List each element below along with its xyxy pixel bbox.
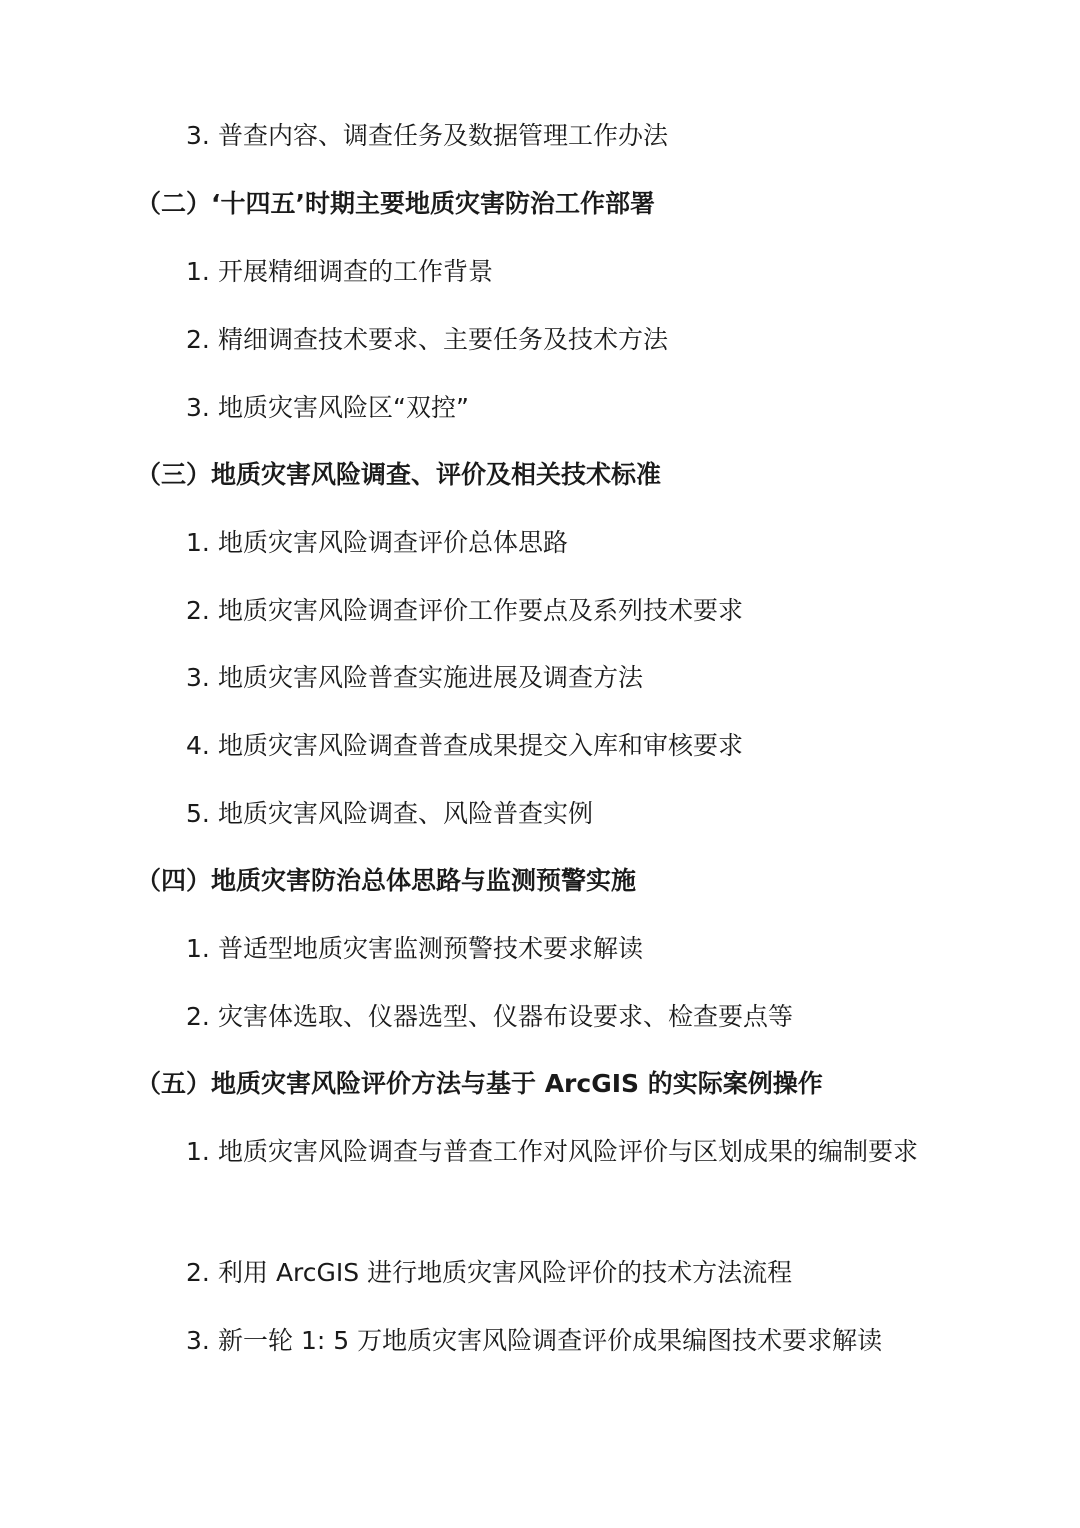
item-number: 1. [186,528,210,557]
item-text: 地质灾害风险调查、风险普查实例 [218,799,594,828]
item-number: 3. [186,121,210,150]
list-item [186,1256,792,1290]
list-item [186,391,469,425]
item-number: 3. [186,663,210,692]
item-number: 2. [186,1002,210,1031]
item-number: 2. [186,596,210,625]
item-text: 利用 ArcGIS 进行地质灾害风险评价的技术方法流程 [218,1258,793,1287]
item-number: 2. [186,325,210,354]
item-text: 地质灾害风险调查评价工作要点及系列技术要求 [218,596,744,625]
list-item [186,1324,882,1358]
item-text: 普查内容、调查任务及数据管理工作办法 [218,121,669,150]
item-number: 4. [186,731,210,760]
item-text: 精细调查技术要求、主要任务及技术方法 [218,325,669,354]
list-item [186,594,743,628]
list-item [186,661,643,695]
item-text: 开展精细调查的工作背景 [218,257,494,286]
section-heading: （三）地质灾害风险调查、评价及相关技术标准 [136,460,662,489]
list-item [186,932,643,966]
item-text: 地质灾害风险调查与普查工作对风险评价与区划成果的编制要求 [218,1137,919,1166]
item-number: 1. [186,934,210,963]
list-item [186,526,568,560]
item-text: 地质灾害风险区“双控” [218,393,469,422]
list-item [136,1118,926,1185]
item-text: 地质灾害风险调查评价总体思路 [218,528,569,557]
item-number: 3. [186,393,210,422]
list-item [186,1000,793,1034]
item-text: 普适型地质灾害监测预警技术要求解读 [218,934,644,963]
section-heading: （四）地质灾害防治总体思路与监测预警实施 [136,866,637,895]
item-text: 灾害体选取、仪器选型、仪器布设要求、检查要点等 [218,1002,794,1031]
item-number: 2. [186,1258,210,1287]
item-text: 地质灾害风险调查普查成果提交入库和审核要求 [218,731,744,760]
item-number: 1. [186,257,210,286]
item-number: 5. [186,799,210,828]
section-heading: （二）‘十四五’时期主要地质灾害防治工作部署 [136,189,655,218]
item-number: 1. [186,1137,210,1166]
item-text: 地质灾害风险普查实施进展及调查方法 [218,663,644,692]
list-item [186,255,493,289]
list-item [186,729,743,763]
list-item [186,797,593,831]
item-number: 3. [186,1326,210,1355]
list-item [186,323,668,357]
item-text: 新一轮 1: 5 万地质灾害风险调查评价成果编图技术要求解读 [218,1326,883,1355]
list-item [186,119,668,153]
section-heading: （五）地质灾害风险评价方法与基于 ArcGIS 的实际案例操作 [136,1069,823,1098]
